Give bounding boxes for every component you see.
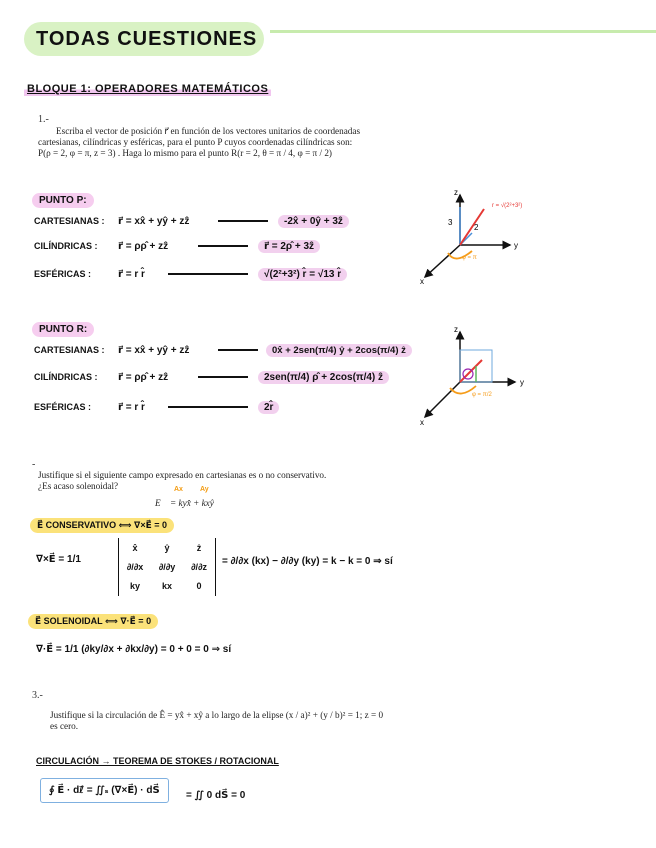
title-divider	[270, 30, 656, 33]
arrow	[168, 406, 248, 408]
question-text-line: Escriba el vector de posición r⃗ en función de los vectores unitarios de coordenadas	[56, 126, 361, 136]
matrix-cell: ∂/∂y	[158, 561, 176, 572]
row-label: ESFÉRICAS :	[34, 269, 92, 279]
z-label: z	[454, 325, 458, 334]
row-expression: r⃗ = xx̂ + yŷ + zẑ	[118, 215, 190, 227]
arrow	[198, 376, 248, 378]
question-text-line: ¿Es acaso solenoidal?	[38, 481, 119, 491]
point-r-rows	[34, 338, 434, 422]
solenoidal-criterion: E⃗ SOLENOIDAL ⟺ ∇·E⃗ = 0	[28, 614, 158, 629]
question-text-line: Justifique si la circulación de Ê = yx̂ + xŷ a lo largo de la elipse (x / a)² + (y / b)² = 1; z = 0	[50, 710, 384, 720]
matrix-cell: x̂	[132, 542, 138, 553]
arrow	[168, 273, 248, 275]
method-heading: CIRCULACIÓN → TEOREMA DE STOKES / ROTACIONAL	[36, 756, 279, 766]
stokes-theorem-box: ∮ E⃗ · dℓ⃗ = ∬ₛ (∇×E⃗) · dS⃗	[40, 778, 169, 803]
phi-label: φ = π/2	[472, 392, 492, 398]
stokes-result: = ∬ 0 dS⃗ = 0	[186, 790, 246, 801]
question-text-line: es cero.	[50, 721, 79, 731]
question-number: 1.-	[38, 114, 49, 125]
question-text	[50, 710, 490, 732]
arrow	[218, 349, 258, 351]
p-row-cartesian	[34, 210, 434, 232]
row-label: ESFÉRICAS :	[34, 402, 92, 412]
point-r-axes-figure	[410, 322, 560, 432]
row-label: CARTESIANAS :	[34, 345, 105, 355]
arrow	[198, 245, 248, 247]
z-label: z	[454, 188, 458, 197]
question-text	[38, 470, 458, 492]
divergence-result: ∇·E⃗ = 1/1 (∂ky/∂x + ∂kx/∂y) = 0 + 0 = 0 ⇒ sí	[36, 644, 232, 655]
curl-determinant	[118, 538, 216, 596]
p-row-spherical	[34, 260, 434, 288]
row-result: √(2²+3²) r̂ = √13 r̂	[258, 268, 347, 281]
question-number: -	[32, 459, 36, 470]
y-label: y	[514, 241, 518, 250]
height-label: 3	[448, 218, 453, 227]
rho-label: 2	[474, 223, 479, 232]
annotation-ax: Ax	[174, 486, 183, 493]
curl-result: = ∂/∂x (kx) − ∂/∂y (ky) = k − k = 0 ⇒ sí	[222, 556, 393, 567]
row-expression: r⃗ = r r̂	[118, 401, 145, 413]
curl-lhs: ∇×E⃗ = 1/1	[36, 554, 81, 565]
annotation-ay: Ay	[200, 486, 209, 493]
row-expression: r⃗ = ρρ̂ + zẑ	[118, 371, 169, 383]
x-label: x	[420, 418, 424, 427]
x-label: x	[420, 277, 424, 285]
question-text-line: Justifique si el siguiente campo expresado en cartesianas es o no conservativo.	[38, 470, 327, 480]
r-label: r = √(2²+3²)	[492, 203, 523, 209]
matrix-cell: ẑ	[196, 542, 202, 553]
section-heading: BLOQUE 1: OPERADORES MATEMÁTICOS	[24, 82, 271, 96]
row-result: -2x̂ + 0ŷ + 3ẑ	[278, 215, 349, 228]
row-result: 2r̂	[258, 401, 279, 414]
row-label: CARTESIANAS :	[34, 216, 105, 226]
question-text-line: cartesianas, cilíndricas y esféricas, para el punto P cuyos coordenadas cilíndricas son:	[38, 137, 353, 147]
position-vector	[460, 209, 484, 245]
row-label: CILÍNDRICAS :	[34, 372, 98, 382]
row-result: 0x̂ + 2sen(π/4) ŷ + 2cos(π/4) ẑ	[266, 344, 412, 357]
r-row-cartesian	[34, 338, 434, 362]
r-row-spherical	[34, 392, 434, 422]
question-number: 3.-	[32, 690, 43, 701]
row-result: r⃗ = 2ρ̂ + 3ẑ	[258, 240, 320, 253]
point-p-label: PUNTO P:	[32, 193, 94, 208]
point-r-label: PUNTO R:	[32, 322, 94, 337]
matrix-cell: ∂/∂z	[191, 561, 207, 572]
matrix-cell: kx	[161, 581, 172, 592]
matrix-cell: ky	[129, 581, 140, 592]
phi-label: φ = π	[462, 255, 477, 261]
matrix-cell: 0	[196, 581, 202, 592]
r-row-cylindrical	[34, 362, 434, 392]
row-result: 2sen(π/4) ρ̂ + 2cos(π/4) ẑ	[258, 371, 389, 384]
row-expression: r⃗ = ρρ̂ + zẑ	[118, 240, 169, 252]
page-title: TODAS CUESTIONES	[24, 22, 264, 56]
row-expression: r⃗ = xx̂ + yŷ + zẑ	[118, 344, 190, 356]
arrow	[218, 220, 268, 222]
field-expression: E⃗ = kyx̂ + kxŷ	[155, 498, 214, 508]
point-p-rows	[34, 210, 434, 288]
row-label: CILÍNDRICAS :	[34, 241, 98, 251]
point-p-axes-figure	[410, 185, 560, 285]
question-text-line: P(ρ = 2, φ = π, z = 3) . Haga lo mismo para el punto R(r = 2, θ = π / 4, φ = π / 2)	[38, 148, 332, 158]
question-text	[38, 126, 458, 159]
x-axis	[425, 245, 460, 277]
matrix-cell: ŷ	[164, 542, 170, 553]
matrix-cell: ∂/∂x	[126, 561, 144, 572]
conservative-criterion: E⃗ CONSERVATIVO ⟺ ∇×E⃗ = 0	[30, 518, 174, 533]
row-expression: r⃗ = r r̂	[118, 268, 145, 280]
x-axis	[425, 382, 460, 417]
y-label: y	[520, 378, 524, 387]
p-row-cylindrical	[34, 232, 434, 260]
